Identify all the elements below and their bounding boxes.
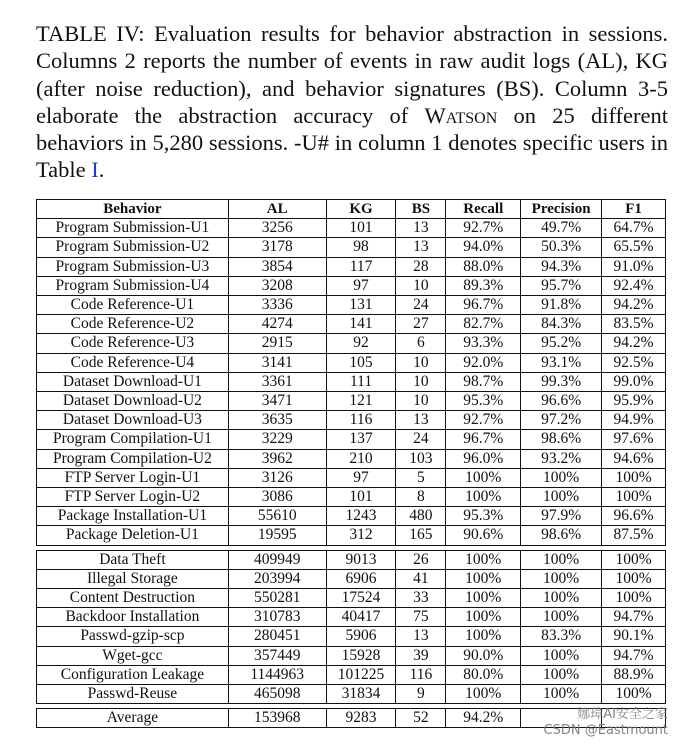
table-cell: 92.5% [602,353,666,372]
table-cell: 89.3% [446,276,521,295]
table-cell: 101 [326,488,396,507]
table-cell: Code Reference-U3 [37,334,229,353]
table-reference-link[interactable]: I [91,157,99,183]
table-cell: 10 [396,372,446,391]
table-cell: 75 [396,608,446,627]
table-cell: 1243 [326,507,396,526]
table-cell: 105 [326,353,396,372]
table-cell: 96.6% [602,507,666,526]
table-cell: 92 [326,334,396,353]
column-header: Behavior [37,200,229,219]
table-cell: 92.0% [446,353,521,372]
table-cell: 90.1% [602,627,666,646]
table-cell: 100% [446,608,521,627]
table-cell: 94.6% [602,449,666,468]
watermark-line-2: CSDN @Eastmount [543,723,668,738]
table-cell: 87.5% [602,526,666,545]
table-cell: Average [37,709,229,728]
table-row [37,219,666,238]
table-cell: 41 [396,569,446,588]
table-cell: 91.8% [521,296,602,315]
table-cell: 357449 [228,646,326,665]
table-cell: 98 [326,238,396,257]
table-row [37,392,666,411]
table-cell: 5 [396,468,446,487]
table-row [37,372,666,391]
table-cell: 88.9% [602,665,666,684]
table-cell: 95.3% [446,507,521,526]
table-cell: 10 [396,353,446,372]
table-cell: 100% [521,646,602,665]
table-cell: Code Reference-U4 [37,353,229,372]
table-row [37,257,666,276]
table-cell: 15928 [326,646,396,665]
table-cell: 1144963 [228,665,326,684]
table-cell: FTP Server Login-U1 [37,468,229,487]
table-cell: 93.1% [521,353,602,372]
table-cell: Program Submission-U1 [37,219,229,238]
table-row [37,411,666,430]
table-cell: 100% [446,589,521,608]
table-cell: 117 [326,257,396,276]
table-cell: Package Installation-U1 [37,507,229,526]
table-row [37,238,666,257]
column-header: Precision [521,200,602,219]
table-cell: 13 [396,627,446,646]
table-cell: 131 [326,296,396,315]
table-cell: 83.5% [602,315,666,334]
table-cell: 153968 [228,709,326,728]
table-cell: 17524 [326,589,396,608]
column-header: AL [228,200,326,219]
table-cell: 137 [326,430,396,449]
table-row [37,646,666,665]
table-row [37,550,666,569]
table-cell: 3208 [228,276,326,295]
table-cell: 3086 [228,488,326,507]
table-cell: 409949 [228,550,326,569]
table-cell: 94.7% [602,608,666,627]
table-cell: 100% [521,685,602,704]
table-cell: Content Destruction [37,589,229,608]
table-cell: 96.7% [446,430,521,449]
table-cell: 99.0% [602,372,666,391]
table-cell: 95.7% [521,276,602,295]
table-cell: 3229 [228,430,326,449]
table-row [37,569,666,588]
table-cell: 83.3% [521,627,602,646]
table-cell: 99.3% [521,372,602,391]
table-cell: Configuration Leakage [37,665,229,684]
table-cell: 26 [396,550,446,569]
table-row [37,608,666,627]
table-cell: 82.7% [446,315,521,334]
table-cell: 480 [396,507,446,526]
table-cell: 5906 [326,627,396,646]
table-cell: 92.7% [446,219,521,238]
table-cell: 97.9% [521,507,602,526]
table-cell: Wget-gcc [37,646,229,665]
table-cell: 97 [326,468,396,487]
table-cell: 121 [326,392,396,411]
table-cell: 312 [326,526,396,545]
table-cell: 100% [602,488,666,507]
table-cell: 24 [396,430,446,449]
table-cell: 3635 [228,411,326,430]
table-cell: 13 [396,238,446,257]
table-cell: 141 [326,315,396,334]
table-cell: 100% [521,589,602,608]
table-cell: 33 [396,589,446,608]
table-cell: 2915 [228,334,326,353]
table-cell: 111 [326,372,396,391]
table-cell: 9283 [326,709,396,728]
table-cell: 98.7% [446,372,521,391]
table-cell: Program Submission-U4 [37,276,229,295]
table-cell: 97.6% [602,430,666,449]
table-cell: 94.2% [446,709,521,728]
table-cell: 50.3% [521,238,602,257]
table-row [37,507,666,526]
table-row [37,589,666,608]
table-cell: 100% [446,685,521,704]
table-cell: 96.7% [446,296,521,315]
table-cell: 100% [521,608,602,627]
table-row [37,526,666,545]
table-cell: 9013 [326,550,396,569]
table-cell: 4274 [228,315,326,334]
table-cell: 100% [602,589,666,608]
table-cell: 101 [326,219,396,238]
table-cell: 96.6% [521,392,602,411]
table-cell: 95.2% [521,334,602,353]
table-cell: 3361 [228,372,326,391]
table-cell: 100% [446,468,521,487]
table-cell: 27 [396,315,446,334]
table-cell: 6 [396,334,446,353]
table-cell: 3178 [228,238,326,257]
table-cell: 3141 [228,353,326,372]
table-cell: 100% [521,468,602,487]
table-cell: 10 [396,392,446,411]
table-cell: 55610 [228,507,326,526]
table-cell: 94.9% [602,411,666,430]
table-cell: 90.0% [446,646,521,665]
table-cell: 88.0% [446,257,521,276]
table-cell: Passwd-Reuse [37,685,229,704]
table-cell: 28 [396,257,446,276]
table-cell: 100% [446,569,521,588]
table-cell: 100% [446,550,521,569]
table-row [37,488,666,507]
table-row [37,468,666,487]
table-cell: 94.3% [521,257,602,276]
table-cell: 3854 [228,257,326,276]
table-cell: 3256 [228,219,326,238]
table-cell: Program Submission-U2 [37,238,229,257]
table-cell: 550281 [228,589,326,608]
caption-text-2: on 25 different behaviors in 5,280 sessions. -U# in column 1 denotes specific users in Table [36,102,668,183]
table-cell: 100% [521,665,602,684]
table-cell: 465098 [228,685,326,704]
table-cell: Passwd-gzip-scp [37,627,229,646]
table-cell: 95.3% [446,392,521,411]
table-cell: 310783 [228,608,326,627]
table-row [37,276,666,295]
caption-text-1: TABLE IV: Evaluation results for behavior abstraction in sessions. Columns 2 reports the number of events in raw audit logs (AL), KG (after noise reduction), and behavior signatures (BS). Column 3-5 elaborate the abstraction accuracy of [36,21,668,128]
table-cell: 103 [396,449,446,468]
table-cell: 13 [396,411,446,430]
table-cell: 49.7% [521,219,602,238]
table-cell: 100% [521,569,602,588]
column-header: KG [326,200,396,219]
table-cell: 92.4% [602,276,666,295]
table-row [37,627,666,646]
table-cell: 10 [396,276,446,295]
table-cell: 98.6% [521,430,602,449]
table-row [37,430,666,449]
table-cell: 93.2% [521,449,602,468]
table-cell: 94.0% [446,238,521,257]
table-body [37,219,666,728]
table-cell: 95.9% [602,392,666,411]
table-row [37,449,666,468]
table-cell: 280451 [228,627,326,646]
table-cell: Code Reference-U1 [37,296,229,315]
table-cell: 84.3% [521,315,602,334]
table-cell: 97 [326,276,396,295]
table-cell: 96.0% [446,449,521,468]
table-cell: Data Theft [37,550,229,569]
table-cell: 97.2% [521,411,602,430]
table-cell: Dataset Download-U2 [37,392,229,411]
table-caption [36,20,668,184]
table-cell: 80.0% [446,665,521,684]
table-cell: 13 [396,219,446,238]
table-cell: 100% [602,468,666,487]
table-cell: 90.6% [446,526,521,545]
table-cell: 64.7% [602,219,666,238]
table-cell: FTP Server Login-U2 [37,488,229,507]
table-cell: 100% [602,685,666,704]
table-cell: 100% [521,488,602,507]
table-cell: 6906 [326,569,396,588]
table-cell: Program Compilation-U2 [37,449,229,468]
table-cell: 91.0% [602,257,666,276]
results-table [36,199,666,728]
table-row [37,334,666,353]
table-cell: Program Compilation-U1 [37,430,229,449]
table-cell: 19595 [228,526,326,545]
table-cell: 39 [396,646,446,665]
watermark-line-1: 娜璋AI安全之家 [577,707,668,722]
table-cell: 3962 [228,449,326,468]
table-cell: 100% [521,550,602,569]
header-row [37,200,666,219]
table-cell: 3471 [228,392,326,411]
table-cell: 92.7% [446,411,521,430]
table-cell: 3126 [228,468,326,487]
table-cell: 9 [396,685,446,704]
table-cell: 94.7% [602,646,666,665]
table-cell: 24 [396,296,446,315]
table-row [37,296,666,315]
table-cell: 116 [396,665,446,684]
table-cell: 8 [396,488,446,507]
table-cell: 100% [446,488,521,507]
watermark [544,707,668,739]
system-name: Watson [424,102,498,128]
table-cell: 100% [602,550,666,569]
table-cell: Dataset Download-U3 [37,411,229,430]
table-cell: 31834 [326,685,396,704]
table-row [37,665,666,684]
table-cell: Illegal Storage [37,569,229,588]
table-cell: 210 [326,449,396,468]
table-cell: 100% [446,627,521,646]
table-row [37,353,666,372]
table-row [37,315,666,334]
column-header: Recall [446,200,521,219]
table-cell: 100% [602,569,666,588]
table-cell: Program Submission-U3 [37,257,229,276]
column-header: BS [396,200,446,219]
column-header: F1 [602,200,666,219]
table-cell: Dataset Download-U1 [37,372,229,391]
caption-end: . [98,157,105,183]
table-cell: 93.3% [446,334,521,353]
table-cell: 65.5% [602,238,666,257]
table-cell: 101225 [326,665,396,684]
table-cell: 116 [326,411,396,430]
table-cell: 203994 [228,569,326,588]
table-cell: Backdoor Installation [37,608,229,627]
table-row [37,685,666,704]
table-cell: 3336 [228,296,326,315]
table-cell: 98.6% [521,526,602,545]
table-cell: 52 [396,709,446,728]
table-cell: 94.2% [602,334,666,353]
table-cell: 94.2% [602,296,666,315]
table-cell: 40417 [326,608,396,627]
table-cell: Code Reference-U2 [37,315,229,334]
table-cell: Package Deletion-U1 [37,526,229,545]
table-cell: 165 [396,526,446,545]
